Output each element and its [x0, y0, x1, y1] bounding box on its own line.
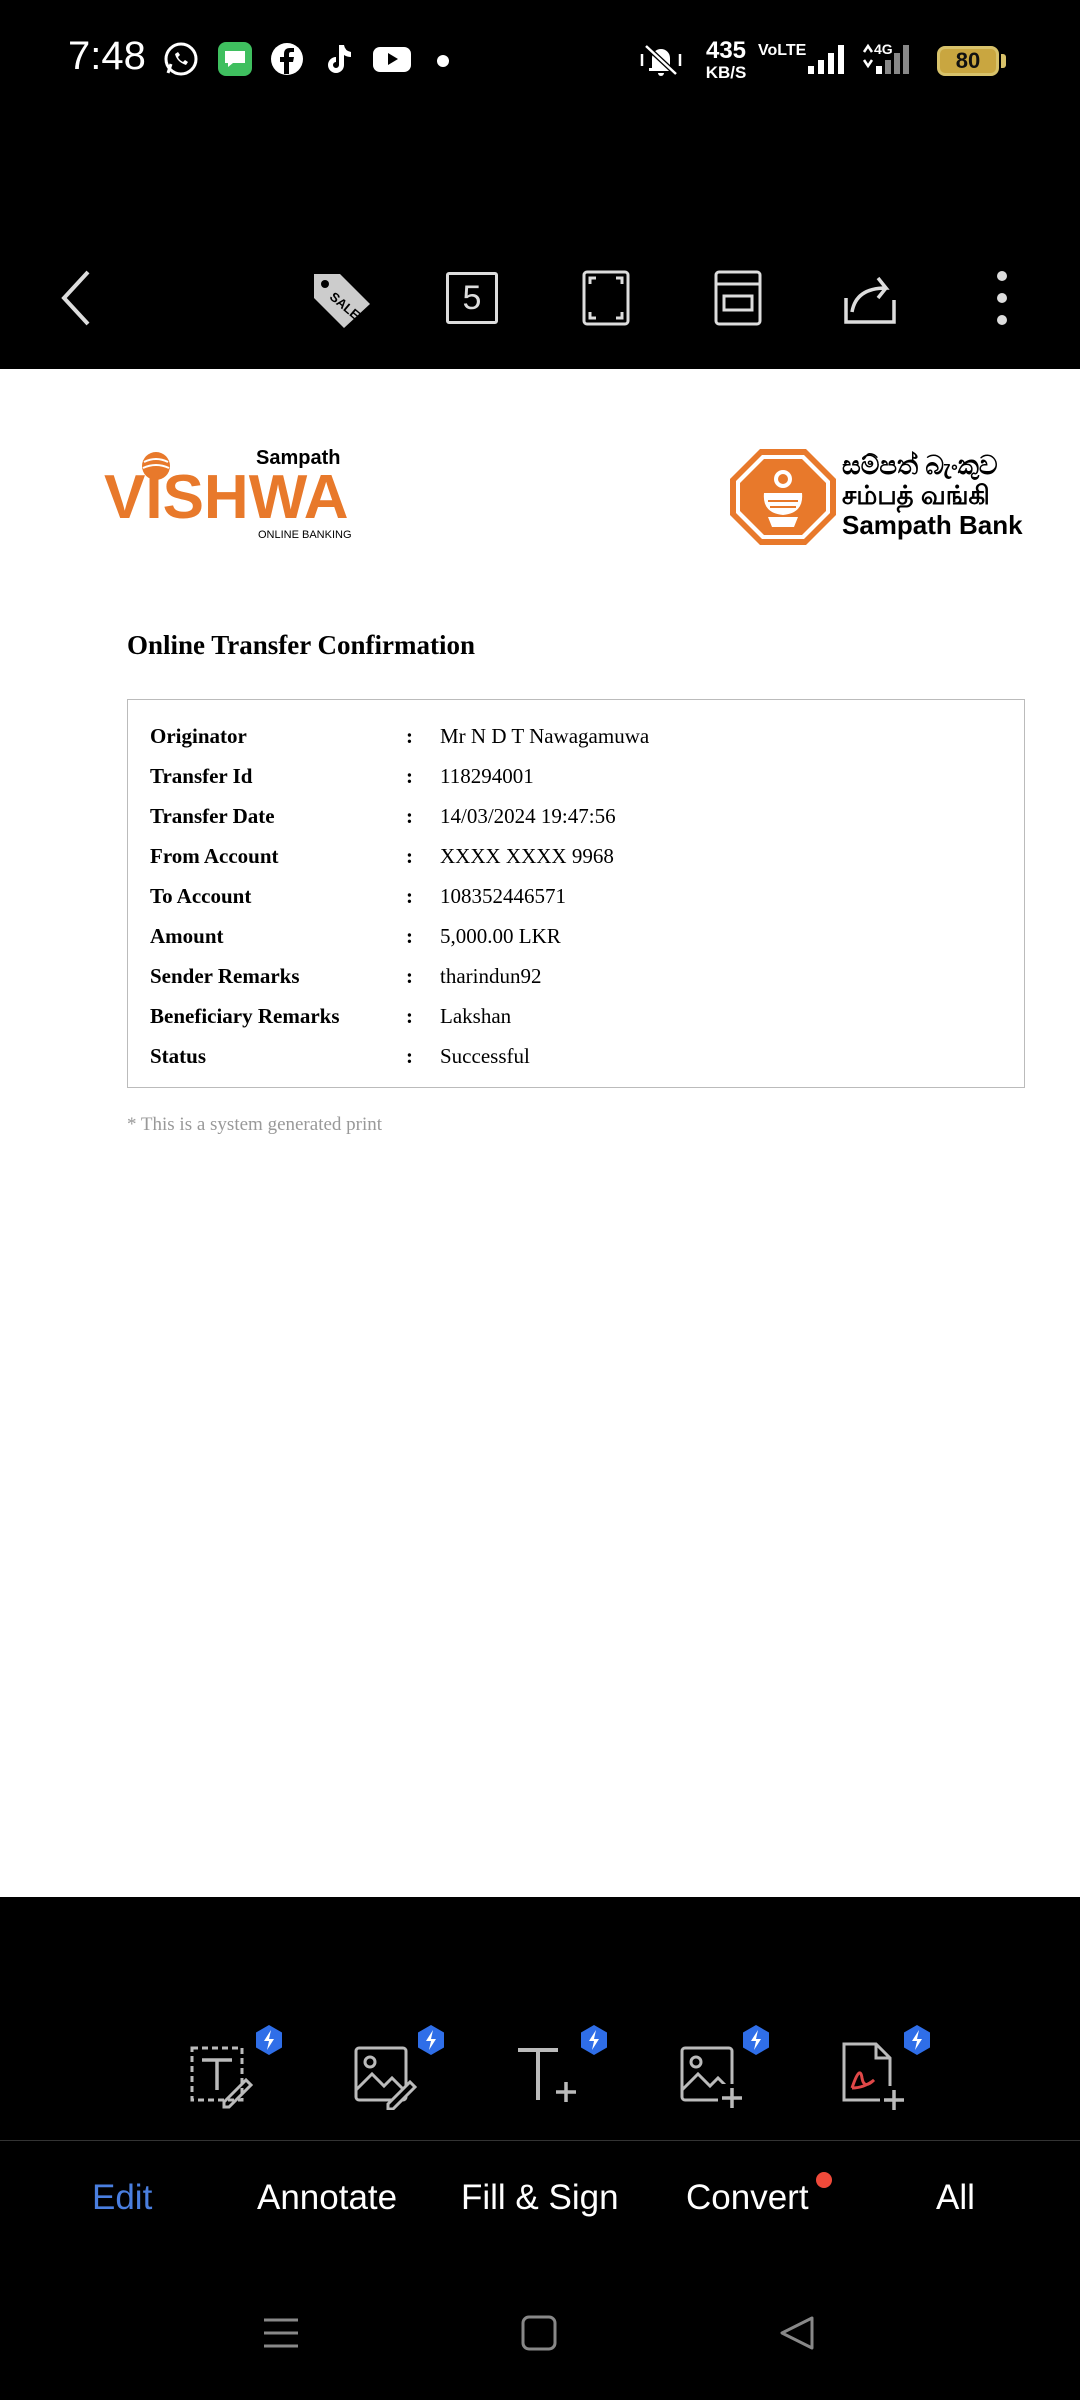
detail-label: Originator	[150, 724, 247, 748]
system-generated-note: * This is a system generated print	[127, 1114, 383, 1135]
detail-colon: :	[406, 964, 413, 988]
bank-name-english: Sampath Bank	[842, 510, 1023, 540]
sampath-bank-name	[842, 450, 1023, 540]
status-time: 7:48	[68, 34, 146, 78]
dot-icon	[434, 40, 452, 78]
tiktok-icon	[319, 40, 357, 78]
whatsapp-icon	[162, 40, 200, 78]
mute-vibrate-icon	[638, 40, 684, 78]
premium-bolt-icon	[415, 2024, 447, 2056]
edit-image-icon[interactable]	[350, 2040, 420, 2110]
tab-all[interactable]: All	[936, 2178, 975, 2217]
detail-colon: :	[406, 844, 413, 868]
tab-fill-sign[interactable]: Fill & Sign	[461, 2178, 619, 2217]
status-bar	[0, 0, 1080, 120]
add-text-icon[interactable]	[512, 2040, 582, 2110]
fullscreen-icon[interactable]	[578, 268, 634, 328]
detail-value: 108352446571	[440, 884, 566, 908]
youtube-icon	[372, 40, 412, 78]
volte-indicator: VoLTE	[758, 42, 807, 59]
tab-annotate[interactable]: Annotate	[257, 2178, 398, 2217]
tabs-divider	[0, 2140, 1080, 2141]
battery-icon: 80	[937, 46, 999, 76]
detail-value: 118294001	[440, 764, 534, 788]
bank-name-tamil: சம்பத் வங்கி	[842, 480, 990, 510]
detail-value: 14/03/2024 19:47:56	[440, 804, 616, 828]
signal-4g-icon	[860, 40, 916, 78]
back-icon[interactable]	[56, 268, 100, 328]
premium-bolt-icon	[578, 2024, 610, 2056]
detail-value: Lakshan	[440, 1004, 512, 1028]
detail-value: tharindun92	[440, 964, 542, 988]
detail-label: Transfer Id	[150, 764, 253, 788]
premium-bolt-icon	[901, 2024, 933, 2056]
detail-label: Transfer Date	[150, 804, 275, 828]
detail-colon: :	[406, 924, 413, 948]
network-type: 4G	[874, 41, 893, 57]
detail-label: Sender Remarks	[150, 964, 300, 988]
detail-colon: :	[406, 884, 413, 908]
page-count-icon[interactable]: 5	[446, 272, 498, 324]
premium-bolt-icon	[253, 2024, 285, 2056]
vishwa-logo-sampath: Sampath	[256, 447, 341, 469]
vishwa-logo-subtitle: ONLINE BANKING	[258, 529, 352, 540]
document-title: Online Transfer Confirmation	[127, 630, 476, 660]
sampath-bank-emblem-icon	[728, 447, 838, 547]
more-icon[interactable]	[990, 268, 1014, 328]
reading-mode-icon[interactable]	[710, 268, 766, 328]
messages-icon	[216, 40, 254, 78]
detail-label: Beneficiary Remarks	[150, 1004, 340, 1028]
vishwa-logo	[104, 440, 364, 540]
detail-label: Amount	[150, 924, 224, 948]
sale-tag-icon[interactable]	[306, 264, 378, 332]
pdf-sign-icon[interactable]	[838, 2040, 908, 2110]
detail-colon: :	[406, 1044, 413, 1068]
network-speed-value: 435	[705, 37, 747, 64]
vishwa-logo-text: VISHWA	[104, 463, 349, 532]
detail-value: Mr N D T Nawagamuwa	[440, 724, 650, 748]
detail-colon: :	[406, 724, 413, 748]
signal-icon	[806, 40, 850, 78]
add-image-icon[interactable]	[676, 2040, 746, 2110]
premium-bolt-icon	[740, 2024, 772, 2056]
detail-colon: :	[406, 764, 413, 788]
top-toolbar	[0, 120, 1080, 360]
bank-name-sinhala: සම්පත් බැංකුව	[842, 450, 998, 480]
detail-value: Successful	[440, 1044, 530, 1068]
facebook-icon	[268, 40, 306, 78]
back-nav-icon[interactable]	[778, 2314, 816, 2352]
detail-colon: :	[406, 1004, 413, 1028]
detail-colon: :	[406, 804, 413, 828]
battery-tip	[1001, 54, 1006, 68]
convert-notification-dot	[816, 2172, 832, 2188]
network-speed-unit: KB/S	[705, 63, 747, 82]
home-nav-icon[interactable]	[520, 2314, 558, 2352]
tab-edit[interactable]: Edit	[92, 2178, 153, 2217]
share-icon[interactable]	[838, 268, 904, 328]
network-speed	[696, 37, 756, 84]
svg-text:SALE: SALE	[326, 288, 363, 323]
detail-value: XXXX XXXX 9968	[440, 844, 614, 868]
tab-convert[interactable]: Convert	[686, 2178, 809, 2217]
edit-text-icon[interactable]	[186, 2040, 256, 2110]
detail-value: 5,000.00 LKR	[440, 924, 561, 948]
detail-label: Status	[150, 1044, 207, 1068]
detail-label: To Account	[150, 884, 252, 908]
menu-nav-icon[interactable]	[262, 2316, 300, 2350]
detail-label: From Account	[150, 844, 279, 868]
